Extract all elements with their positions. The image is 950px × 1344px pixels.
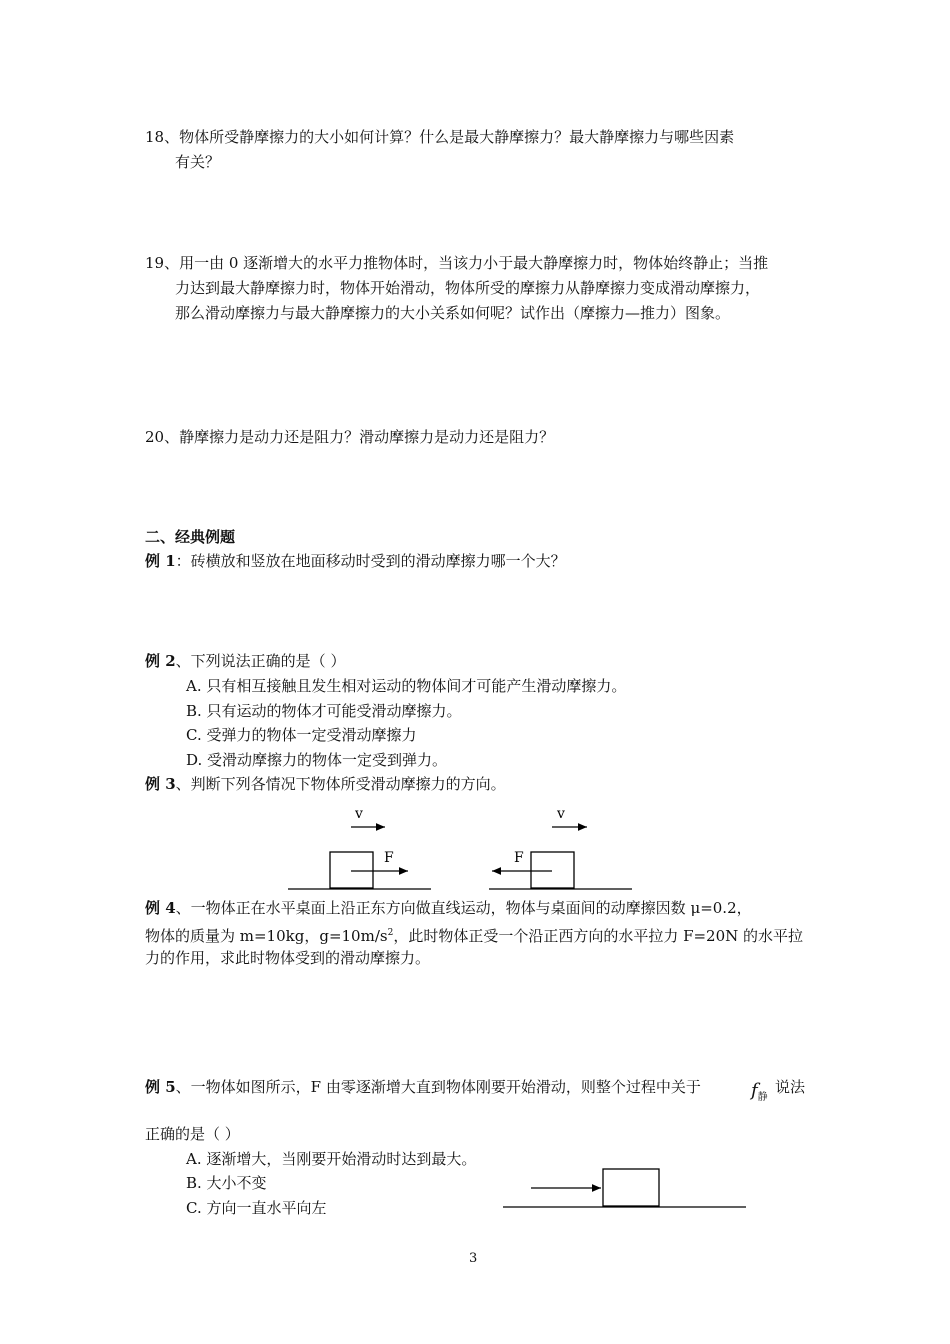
example-5-option-c: C. 方向一直水平向左	[186, 1199, 327, 1217]
section-title: 二、经典例题	[145, 528, 236, 546]
example-5-option-a: A. 逐渐增大，当刚要开始滑动时达到最大。	[186, 1150, 477, 1168]
example-5-label: 例 5	[145, 1078, 176, 1096]
example-3-figure	[280, 800, 640, 896]
example-1-text: ：砖横放和竖放在地面移动时受到的滑动摩擦力哪一个大？	[175, 552, 566, 570]
example-5-line-1	[145, 1076, 701, 1098]
example-2-option-d: D. 受滑动摩擦力的物体一定受到弹力。	[186, 751, 448, 769]
f-symbol: f	[751, 1080, 758, 1101]
f-static-symbol	[751, 1080, 768, 1109]
example-2	[145, 650, 345, 672]
example-4-superscript: 2	[387, 928, 394, 938]
velocity-label-1: v	[355, 806, 363, 822]
q20-line-1: 20、静摩擦力是动力还是阻力？滑动摩擦力是动力还是阻力？	[145, 428, 555, 446]
example-3-label: 例 3	[145, 775, 176, 793]
example-2-option-c: C. 受弹力的物体一定受滑动摩擦力	[186, 726, 417, 744]
example-2-option-b: B. 只有运动的物体才可能受滑动摩擦力。	[186, 702, 462, 720]
example-4-text-1: 、一物体正在水平桌面上沿正东方向做直线运动，物体与桌面间的动摩擦因数 μ=0.2，	[175, 899, 752, 917]
example-3	[145, 773, 506, 795]
example-2-option-a: A. 只有相互接触且发生相对运动的物体间才可能产生滑动摩擦力。	[186, 677, 627, 695]
example-5-text-1: 、一物体如图所示，F 由零逐渐增大直到物体刚要开始滑动，则整个过程中关于	[175, 1078, 701, 1096]
example-1-label: 例 1	[145, 552, 176, 570]
block-3	[603, 1169, 659, 1206]
example-4-line-2	[145, 922, 803, 947]
velocity-label-2: v	[557, 806, 565, 822]
q19-line-3: 那么滑动摩擦力与最大静摩擦力的大小关系如何呢？试作出（摩擦力—推力）图象。	[175, 304, 731, 322]
example-5-line-1-end: 说法	[775, 1078, 806, 1096]
example-5-figure	[495, 1160, 755, 1212]
example-3-text: 、判断下列各情况下物体所受滑动摩擦力的方向。	[175, 775, 506, 793]
q18-line-2: 有关？	[175, 153, 221, 171]
example-2-label: 例 2	[145, 652, 176, 670]
example-5-option-b: B. 大小不变	[186, 1174, 267, 1192]
example-1	[145, 550, 566, 572]
f-subscript: 静	[757, 1092, 768, 1103]
page-number: 3	[469, 1251, 478, 1266]
block-2	[531, 852, 574, 888]
example-5-line-2: 正确的是（ ）	[145, 1125, 240, 1143]
block-1	[330, 852, 373, 888]
example-4-text-2-pre: 物体的质量为 m=10kg，g=10m/s	[145, 927, 388, 945]
q19-line-1: 19、用一由 0 逐渐增大的水平力推物体时，当该力小于最大静摩擦力时，物体始终静止；当推	[145, 254, 769, 272]
force-label-1: F	[384, 850, 394, 866]
q18-line-1: 18、物体所受静摩擦力的大小如何计算？什么是最大静摩擦力？最大静摩擦力与哪些因素	[145, 128, 735, 146]
example-4-line-3: 力的作用，求此时物体受到的滑动摩擦力。	[145, 949, 431, 967]
force-label-2: F	[514, 850, 524, 866]
example-4-line-1	[145, 897, 752, 919]
example-2-text: 、下列说法正确的是（ ）	[175, 652, 346, 670]
example-4-text-2-post: ，此时物体正受一个沿正西方向的水平拉力 F=20N 的水平拉	[393, 927, 804, 945]
example-4-label: 例 4	[145, 899, 176, 917]
q19-line-2: 力达到最大静摩擦力时，物体开始滑动，物体所受的摩擦力从静摩擦力变成滑动摩擦力，	[175, 279, 761, 297]
